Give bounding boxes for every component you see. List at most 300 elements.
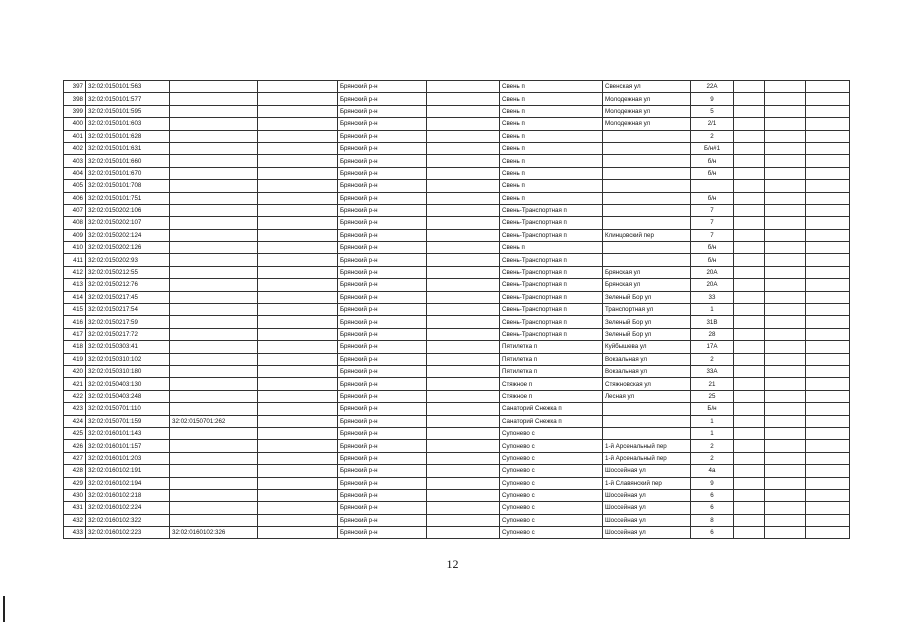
street-cell: Вокзальная ул: [603, 365, 691, 377]
settlement-cell: Стяжное п: [500, 378, 603, 390]
blank-column-1-cell: [734, 514, 765, 526]
blank-column-2-cell: [765, 180, 806, 192]
table-row: [64, 254, 850, 266]
settlement-cell: Свень п: [500, 93, 603, 105]
settlement-cell: Супонево с: [500, 465, 603, 477]
blank-column-3-cell: [806, 81, 850, 93]
linked-cadastral-number-cell: [170, 353, 258, 365]
house-number-cell: [691, 180, 734, 192]
settlement-cell: Свень п: [500, 180, 603, 192]
blank-column-1-cell: [734, 316, 765, 328]
district-cell: Брянский р-н: [338, 465, 427, 477]
row-number-cell: 397: [64, 81, 86, 93]
table-row: [64, 527, 850, 539]
blank-column-3-cell: [806, 477, 850, 489]
settlement-type-cell: [427, 155, 500, 167]
blank-column-2-cell: [765, 390, 806, 402]
extra-column-cell: [258, 291, 338, 303]
table-row: [64, 390, 850, 402]
cadastral-number-cell: 32:02:0150202:93: [86, 254, 170, 266]
settlement-type-cell: [427, 452, 500, 464]
settlement-type-cell: [427, 93, 500, 105]
blank-column-1-cell: [734, 142, 765, 154]
district-cell: Брянский р-н: [338, 217, 427, 229]
settlement-type-cell: [427, 279, 500, 291]
linked-cadastral-number-cell: [170, 316, 258, 328]
cadastral-number-cell: 32:02:0150310:102: [86, 353, 170, 365]
extra-column-cell: [258, 415, 338, 427]
blank-column-3-cell: [806, 489, 850, 501]
house-number-cell: 21: [691, 378, 734, 390]
linked-cadastral-number-cell: [170, 81, 258, 93]
street-cell: 1-й Арсенальный пер: [603, 452, 691, 464]
extra-column-cell: [258, 217, 338, 229]
street-cell: Молодежная ул: [603, 118, 691, 130]
street-cell: Шоссейная ул: [603, 527, 691, 539]
linked-cadastral-number-cell: [170, 266, 258, 278]
cadastral-number-cell: 32:02:0150217:54: [86, 304, 170, 316]
house-number-cell: 6: [691, 527, 734, 539]
settlement-cell: Супонево с: [500, 452, 603, 464]
extra-column-cell: [258, 403, 338, 415]
house-number-cell: б/н: [691, 254, 734, 266]
street-cell: [603, 155, 691, 167]
settlement-cell: Свень-Транспортная п: [500, 316, 603, 328]
linked-cadastral-number-cell: [170, 440, 258, 452]
table-row: [64, 341, 850, 353]
district-cell: Брянский р-н: [338, 167, 427, 179]
blank-column-2-cell: [765, 242, 806, 254]
table-row: [64, 353, 850, 365]
street-cell: [603, 192, 691, 204]
blank-column-3-cell: [806, 155, 850, 167]
row-number-cell: 410: [64, 242, 86, 254]
blank-column-1-cell: [734, 304, 765, 316]
district-cell: Брянский р-н: [338, 489, 427, 501]
blank-column-3-cell: [806, 365, 850, 377]
district-cell: Брянский р-н: [338, 341, 427, 353]
district-cell: Брянский р-н: [338, 155, 427, 167]
row-number-cell: 408: [64, 217, 86, 229]
linked-cadastral-number-cell: [170, 242, 258, 254]
house-number-cell: 20А: [691, 279, 734, 291]
settlement-type-cell: [427, 489, 500, 501]
linked-cadastral-number-cell: [170, 452, 258, 464]
street-cell: Клинцовский пер: [603, 229, 691, 241]
street-cell: [603, 242, 691, 254]
table-row: [64, 427, 850, 439]
blank-column-3-cell: [806, 341, 850, 353]
table-row: [64, 403, 850, 415]
extra-column-cell: [258, 527, 338, 539]
row-number-cell: 400: [64, 118, 86, 130]
extra-column-cell: [258, 440, 338, 452]
blank-column-1-cell: [734, 105, 765, 117]
settlement-type-cell: [427, 353, 500, 365]
table-row: [64, 242, 850, 254]
street-cell: [603, 130, 691, 142]
settlement-cell: Свень-Транспортная п: [500, 204, 603, 216]
street-cell: 1-й Арсенальный пер: [603, 440, 691, 452]
blank-column-3-cell: [806, 204, 850, 216]
blank-column-2-cell: [765, 502, 806, 514]
street-cell: [603, 403, 691, 415]
settlement-type-cell: [427, 465, 500, 477]
blank-column-2-cell: [765, 229, 806, 241]
blank-column-3-cell: [806, 242, 850, 254]
blank-column-1-cell: [734, 180, 765, 192]
blank-column-1-cell: [734, 415, 765, 427]
blank-column-1-cell: [734, 192, 765, 204]
blank-column-3-cell: [806, 390, 850, 402]
linked-cadastral-number-cell: 32:02:0160102:326: [170, 527, 258, 539]
cadastral-number-cell: 32:02:0150403:130: [86, 378, 170, 390]
house-number-cell: 9: [691, 93, 734, 105]
street-cell: Шоссейная ул: [603, 514, 691, 526]
linked-cadastral-number-cell: [170, 180, 258, 192]
cadastral-number-cell: 32:02:0150212:55: [86, 266, 170, 278]
blank-column-2-cell: [765, 415, 806, 427]
blank-column-3-cell: [806, 118, 850, 130]
blank-column-2-cell: [765, 167, 806, 179]
settlement-cell: Свень-Транспортная п: [500, 254, 603, 266]
settlement-cell: Стяжное п: [500, 390, 603, 402]
house-number-cell: Б/н: [691, 403, 734, 415]
settlement-cell: Пятилетка п: [500, 341, 603, 353]
street-cell: Шоссейная ул: [603, 489, 691, 501]
settlement-cell: Супонево с: [500, 427, 603, 439]
table-row: [64, 304, 850, 316]
settlement-type-cell: [427, 254, 500, 266]
extra-column-cell: [258, 502, 338, 514]
settlement-type-cell: [427, 365, 500, 377]
linked-cadastral-number-cell: [170, 304, 258, 316]
house-number-cell: 25: [691, 390, 734, 402]
blank-column-1-cell: [734, 155, 765, 167]
settlement-type-cell: [427, 217, 500, 229]
house-number-cell: 6: [691, 489, 734, 501]
cadastral-number-cell: 32:02:0160102:191: [86, 465, 170, 477]
blank-column-2-cell: [765, 279, 806, 291]
row-number-cell: 433: [64, 527, 86, 539]
blank-column-1-cell: [734, 452, 765, 464]
blank-column-2-cell: [765, 105, 806, 117]
linked-cadastral-number-cell: [170, 403, 258, 415]
table-row: [64, 167, 850, 179]
linked-cadastral-number-cell: [170, 427, 258, 439]
blank-column-3-cell: [806, 415, 850, 427]
settlement-cell: Санаторий Снежка п: [500, 403, 603, 415]
linked-cadastral-number-cell: [170, 229, 258, 241]
blank-column-1-cell: [734, 477, 765, 489]
blank-column-3-cell: [806, 180, 850, 192]
street-cell: [603, 204, 691, 216]
linked-cadastral-number-cell: [170, 254, 258, 266]
house-number-cell: б/н: [691, 192, 734, 204]
district-cell: Брянский р-н: [338, 403, 427, 415]
blank-column-3-cell: [806, 266, 850, 278]
house-number-cell: б/н: [691, 155, 734, 167]
blank-column-1-cell: [734, 118, 765, 130]
blank-column-1-cell: [734, 93, 765, 105]
blank-column-3-cell: [806, 465, 850, 477]
table-row: [64, 229, 850, 241]
linked-cadastral-number-cell: [170, 502, 258, 514]
district-cell: Брянский р-н: [338, 502, 427, 514]
settlement-cell: Свень п: [500, 130, 603, 142]
blank-column-2-cell: [765, 254, 806, 266]
house-number-cell: 5: [691, 105, 734, 117]
house-number-cell: б/н: [691, 167, 734, 179]
district-cell: Брянский р-н: [338, 415, 427, 427]
house-number-cell: Б/н#1: [691, 142, 734, 154]
house-number-cell: 1: [691, 415, 734, 427]
house-number-cell: 20А: [691, 266, 734, 278]
house-number-cell: 7: [691, 229, 734, 241]
extra-column-cell: [258, 167, 338, 179]
district-cell: Брянский р-н: [338, 365, 427, 377]
blank-column-3-cell: [806, 304, 850, 316]
blank-column-2-cell: [765, 514, 806, 526]
extra-column-cell: [258, 242, 338, 254]
linked-cadastral-number-cell: [170, 489, 258, 501]
row-number-cell: 412: [64, 266, 86, 278]
blank-column-3-cell: [806, 440, 850, 452]
row-number-cell: 413: [64, 279, 86, 291]
table-row: [64, 378, 850, 390]
district-cell: Брянский р-н: [338, 266, 427, 278]
house-number-cell: 8: [691, 514, 734, 526]
extra-column-cell: [258, 204, 338, 216]
linked-cadastral-number-cell: [170, 142, 258, 154]
cadastral-number-cell: 32:02:0150101:670: [86, 167, 170, 179]
blank-column-1-cell: [734, 489, 765, 501]
settlement-type-cell: [427, 415, 500, 427]
linked-cadastral-number-cell: 32:02:0150701:262: [170, 415, 258, 427]
settlement-cell: Свень п: [500, 142, 603, 154]
house-number-cell: 31В: [691, 316, 734, 328]
cadastral-number-cell: 32:02:0150101:751: [86, 192, 170, 204]
house-number-cell: 33: [691, 291, 734, 303]
house-number-cell: б/н: [691, 242, 734, 254]
table-row: [64, 440, 850, 452]
district-cell: Брянский р-н: [338, 180, 427, 192]
street-cell: Вокзальная ул: [603, 353, 691, 365]
table-row: [64, 316, 850, 328]
street-cell: Стяжновская ул: [603, 378, 691, 390]
settlement-type-cell: [427, 180, 500, 192]
blank-column-1-cell: [734, 440, 765, 452]
blank-column-3-cell: [806, 514, 850, 526]
blank-column-3-cell: [806, 167, 850, 179]
settlement-type-cell: [427, 266, 500, 278]
table-row: [64, 180, 850, 192]
extra-column-cell: [258, 328, 338, 340]
row-number-cell: 409: [64, 229, 86, 241]
settlement-type-cell: [427, 502, 500, 514]
district-cell: Брянский р-н: [338, 93, 427, 105]
cadastral-number-cell: 32:02:0160102:224: [86, 502, 170, 514]
settlement-cell: Свень п: [500, 192, 603, 204]
blank-column-3-cell: [806, 378, 850, 390]
extra-column-cell: [258, 465, 338, 477]
settlement-cell: Свень-Транспортная п: [500, 304, 603, 316]
blank-column-2-cell: [765, 452, 806, 464]
blank-column-1-cell: [734, 279, 765, 291]
house-number-cell: 6: [691, 502, 734, 514]
cadastral-number-cell: 32:02:0150202:124: [86, 229, 170, 241]
cadastral-number-cell: 32:02:0160101:143: [86, 427, 170, 439]
linked-cadastral-number-cell: [170, 130, 258, 142]
settlement-cell: Свень п: [500, 118, 603, 130]
blank-column-2-cell: [765, 365, 806, 377]
district-cell: Брянский р-н: [338, 279, 427, 291]
settlement-type-cell: [427, 204, 500, 216]
blank-column-3-cell: [806, 279, 850, 291]
settlement-cell: Свень-Транспортная п: [500, 291, 603, 303]
house-number-cell: 33А: [691, 365, 734, 377]
extra-column-cell: [258, 514, 338, 526]
district-cell: Брянский р-н: [338, 192, 427, 204]
settlement-cell: Супонево с: [500, 502, 603, 514]
scan-margin-mark: [3, 596, 5, 622]
cadastral-number-cell: 32:02:0160101:203: [86, 452, 170, 464]
cadastral-number-cell: 32:02:0160102:223: [86, 527, 170, 539]
settlement-type-cell: [427, 167, 500, 179]
blank-column-2-cell: [765, 527, 806, 539]
street-cell: [603, 217, 691, 229]
street-cell: Молодежная ул: [603, 105, 691, 117]
linked-cadastral-number-cell: [170, 341, 258, 353]
district-cell: Брянский р-н: [338, 130, 427, 142]
row-number-cell: 401: [64, 130, 86, 142]
settlement-type-cell: [427, 118, 500, 130]
house-number-cell: 2: [691, 130, 734, 142]
district-cell: Брянский р-н: [338, 229, 427, 241]
house-number-cell: 1: [691, 427, 734, 439]
house-number-cell: 2: [691, 440, 734, 452]
district-cell: Брянский р-н: [338, 440, 427, 452]
blank-column-2-cell: [765, 427, 806, 439]
district-cell: Брянский р-н: [338, 514, 427, 526]
table-row: [64, 266, 850, 278]
blank-column-2-cell: [765, 440, 806, 452]
extra-column-cell: [258, 130, 338, 142]
cadastral-number-cell: 32:02:0150217:45: [86, 291, 170, 303]
page-number: 12: [446, 557, 459, 571]
settlement-cell: Свень п: [500, 105, 603, 117]
street-cell: Шоссейная ул: [603, 465, 691, 477]
cadastral-number-cell: 32:02:0150101:603: [86, 118, 170, 130]
street-cell: 1-й Славянский пер: [603, 477, 691, 489]
house-number-cell: 2: [691, 353, 734, 365]
row-number-cell: 405: [64, 180, 86, 192]
blank-column-1-cell: [734, 217, 765, 229]
district-cell: Брянский р-н: [338, 316, 427, 328]
cadastral-number-cell: 32:02:0160101:157: [86, 440, 170, 452]
extra-column-cell: [258, 118, 338, 130]
street-cell: Транспортная ул: [603, 304, 691, 316]
blank-column-3-cell: [806, 527, 850, 539]
blank-column-3-cell: [806, 316, 850, 328]
house-number-cell: 17А: [691, 341, 734, 353]
cadastral-number-cell: 32:02:0150202:106: [86, 204, 170, 216]
settlement-cell: Санаторий Снежка п: [500, 415, 603, 427]
street-cell: Шоссейная ул: [603, 502, 691, 514]
blank-column-2-cell: [765, 341, 806, 353]
settlement-type-cell: [427, 390, 500, 402]
table-row: [64, 365, 850, 377]
row-number-cell: 418: [64, 341, 86, 353]
district-cell: Брянский р-н: [338, 81, 427, 93]
register-table: [63, 80, 850, 539]
blank-column-2-cell: [765, 93, 806, 105]
table-row: [64, 291, 850, 303]
blank-column-2-cell: [765, 489, 806, 501]
blank-column-1-cell: [734, 328, 765, 340]
settlement-type-cell: [427, 427, 500, 439]
row-number-cell: 404: [64, 167, 86, 179]
row-number-cell: 421: [64, 378, 86, 390]
cadastral-number-cell: 32:02:0150303:41: [86, 341, 170, 353]
linked-cadastral-number-cell: [170, 217, 258, 229]
street-cell: [603, 254, 691, 266]
district-cell: Брянский р-н: [338, 118, 427, 130]
street-cell: Зеленый Бор ул: [603, 328, 691, 340]
blank-column-2-cell: [765, 304, 806, 316]
cadastral-number-cell: 32:02:0150202:107: [86, 217, 170, 229]
blank-column-3-cell: [806, 452, 850, 464]
row-number-cell: 426: [64, 440, 86, 452]
row-number-cell: 423: [64, 403, 86, 415]
district-cell: Брянский р-н: [338, 353, 427, 365]
settlement-type-cell: [427, 527, 500, 539]
cadastral-number-cell: 32:02:0150202:126: [86, 242, 170, 254]
house-number-cell: 7: [691, 204, 734, 216]
extra-column-cell: [258, 304, 338, 316]
row-number-cell: 407: [64, 204, 86, 216]
cadastral-number-cell: 32:02:0160102:322: [86, 514, 170, 526]
blank-column-2-cell: [765, 81, 806, 93]
settlement-cell: Пятилетка п: [500, 365, 603, 377]
house-number-cell: 2/1: [691, 118, 734, 130]
table-row: [64, 105, 850, 117]
blank-column-1-cell: [734, 130, 765, 142]
linked-cadastral-number-cell: [170, 465, 258, 477]
settlement-type-cell: [427, 403, 500, 415]
settlement-cell: Супонево с: [500, 440, 603, 452]
street-cell: [603, 427, 691, 439]
linked-cadastral-number-cell: [170, 167, 258, 179]
row-number-cell: 430: [64, 489, 86, 501]
table-row: [64, 93, 850, 105]
street-cell: [603, 415, 691, 427]
table-row: [64, 477, 850, 489]
row-number-cell: 427: [64, 452, 86, 464]
blank-column-3-cell: [806, 93, 850, 105]
blank-column-2-cell: [765, 403, 806, 415]
row-number-cell: 399: [64, 105, 86, 117]
cadastral-number-cell: 32:02:0150212:76: [86, 279, 170, 291]
settlement-cell: Супонево с: [500, 514, 603, 526]
blank-column-1-cell: [734, 390, 765, 402]
table-row: [64, 465, 850, 477]
extra-column-cell: [258, 266, 338, 278]
settlement-type-cell: [427, 304, 500, 316]
street-cell: Брянская ул: [603, 266, 691, 278]
blank-column-3-cell: [806, 427, 850, 439]
linked-cadastral-number-cell: [170, 390, 258, 402]
